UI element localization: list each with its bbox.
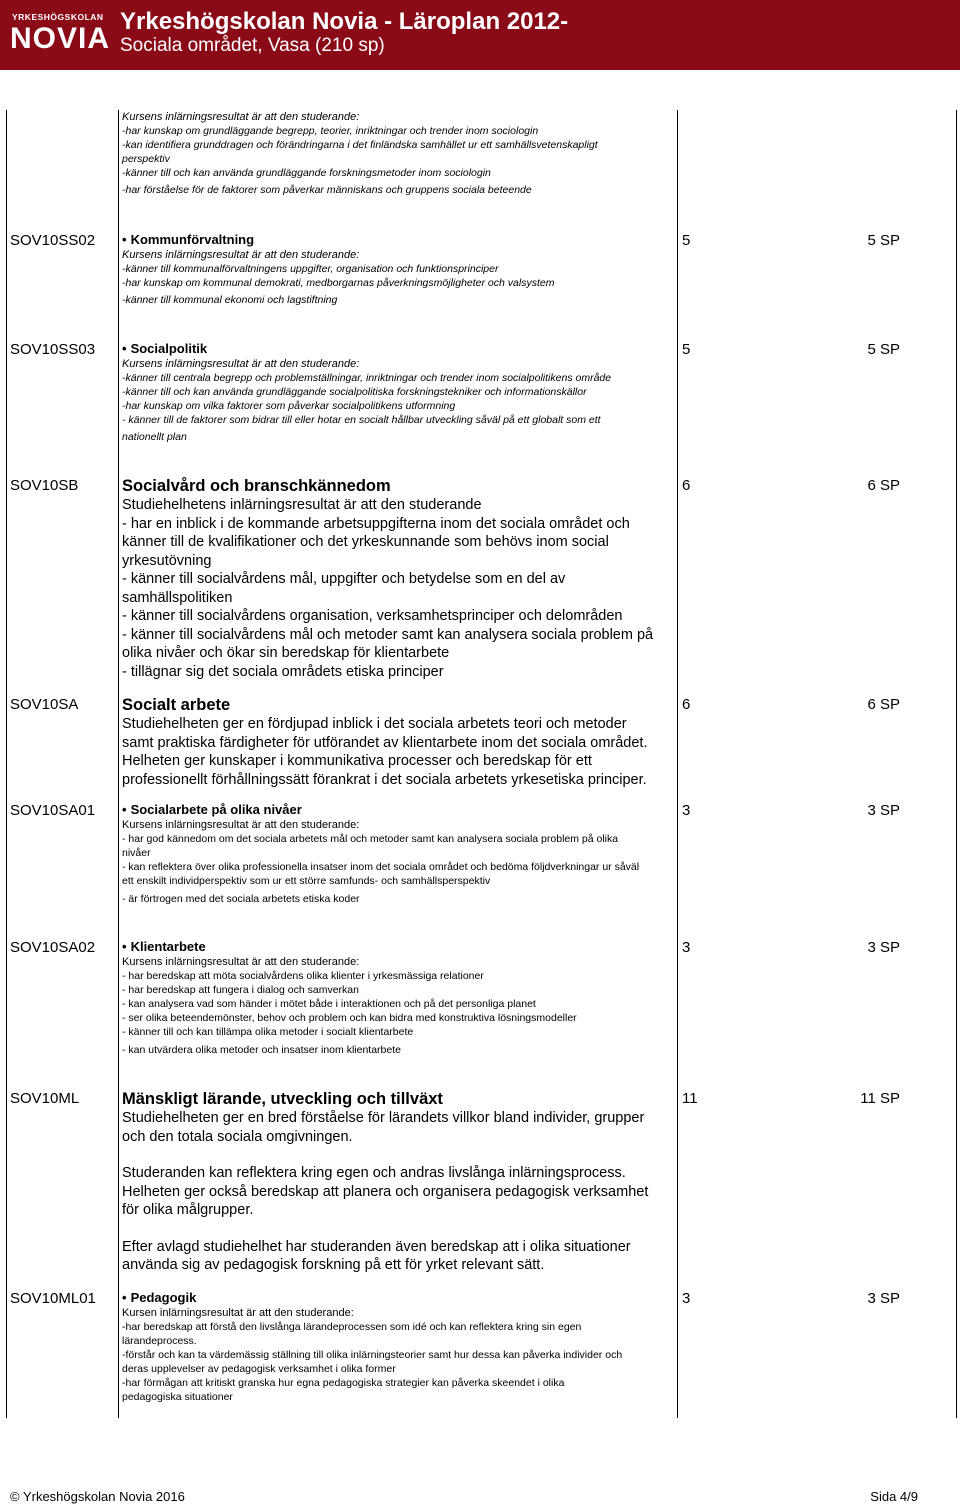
module-description: [122, 696, 677, 789]
module-line: - tillägnar sig det sociala områdets etiska principer: [122, 663, 444, 680]
course-title: [122, 341, 677, 357]
module-line: - känner till socialvårdens organisation, verksamhetsprinciper och delområden: [122, 608, 623, 624]
content-column-line: [677, 110, 678, 1418]
course-code: SOV10SA02: [10, 939, 96, 956]
bullet-icon: •: [122, 939, 127, 954]
course-intro: Kursens inlärningsresultat är att den studerande:: [122, 956, 360, 968]
outcome-item: -känner till och kan använda grundläggande socialpolitiska forskningstekniker och informationskällor: [122, 386, 587, 398]
module-line: yrkesutövning: [122, 552, 212, 569]
outcome-list: [122, 262, 677, 307]
outcome-item: -känner till kommunal ekonomi och lagstiftning: [122, 294, 338, 306]
module-text: [122, 496, 677, 681]
course-credits: 3: [682, 1290, 691, 1307]
course-title-text: Klientarbete: [130, 939, 206, 954]
module-line: använda sig av pedagogisk forskning på ett för yrket relevant sätt.: [122, 1257, 545, 1273]
course-description: [122, 939, 677, 1057]
course-title-text: Socialarbete på olika nivåer: [130, 802, 302, 817]
course-sp: 3 SP: [867, 939, 900, 956]
course-description: [122, 1290, 677, 1404]
module-line: Studiehelheten ger en bred förståelse för lärandets villkor bland individer, grupper: [122, 1110, 645, 1126]
course-intro: Kursens inlärningsresultat är att den studerande:: [122, 249, 360, 261]
course-title: [122, 939, 677, 955]
course-description: [122, 802, 677, 906]
module-line: och den totala sociala omgivningen.: [122, 1128, 353, 1145]
bullet-icon: •: [122, 232, 127, 247]
page-title: Yrkeshögskolan Novia - Läroplan 2012-: [120, 8, 569, 35]
outcome-item: -känner till kommunalförvaltningens uppgifter, organisation och funktionsprinciper: [122, 263, 499, 275]
outcome-item: -har beredskap att förstå den livslånga lärandeprocessen som idé och kan reflektera kring sin egen: [122, 1321, 582, 1333]
course-code: SOV10SS02: [10, 232, 96, 249]
course-credits: 5: [682, 341, 691, 358]
module-sp: 6 SP: [867, 477, 900, 494]
module-description: [122, 1090, 677, 1275]
outcome-item: deras upplevelser av pedagogisk verksamhet i olika former: [122, 1363, 396, 1375]
outcome-item: - kan analysera vad som händer i mötet både i interaktionen och på det personliga planet: [122, 998, 536, 1010]
module-line: Helheten ger kunskaper i kommunikativa processer och beredskap för ett: [122, 753, 592, 769]
course-code: SOV10ML01: [10, 1290, 96, 1307]
module-line: Studiehelhetens inlärningsresultat är att den studerande: [122, 497, 482, 513]
course-sp: 3 SP: [867, 802, 900, 819]
module-description: [122, 477, 677, 681]
outcome-item: lärandeprocess.: [122, 1335, 197, 1347]
novia-logo: [8, 8, 111, 62]
module-line: - känner till socialvårdens mål, uppgifter och betydelse som en del av: [122, 571, 566, 587]
outcome-item: ett enskilt individperspektiv som ur ett större samfunds- och samhällsperspektiv: [122, 875, 491, 887]
module-sp: 6 SP: [867, 696, 900, 713]
left-border-line: [6, 110, 7, 1418]
course-title: [122, 1290, 677, 1306]
module-line: samt praktiska färdigheter för utförandet av klientarbete inom det sociala området.: [122, 734, 648, 751]
outcome-list: [122, 969, 677, 1057]
course-credits: 5: [682, 232, 691, 249]
code-column-line: [118, 110, 119, 1418]
course-sp: 5 SP: [867, 341, 900, 358]
module-paragraph: [122, 1238, 677, 1275]
outcome-item: - har beredskap att fungera i dialog och samverkan: [122, 984, 359, 996]
module-line: Studeranden kan reflektera kring egen och andras livslånga inlärningsprocess.: [122, 1165, 626, 1181]
module-code: SOV10SB: [10, 477, 79, 494]
module-line: Studiehelheten ger en fördjupad inblick i det sociala arbetets teori och metoder: [122, 716, 627, 732]
course-intro: Kursens inlärningsresultat är att den studerande:: [122, 111, 360, 123]
module-title: Mänskligt lärande, utveckling och tillväxt: [122, 1090, 443, 1108]
outcome-item: - ser olika beteendemönster, behov och problem och kan bidra med konstruktiva lösningsmodeller: [122, 1012, 577, 1024]
course-description: [122, 110, 677, 197]
module-line: olika nivåer och ökar sin beredskap för klientarbete: [122, 645, 450, 661]
module-text: [122, 715, 677, 789]
course-code: SOV10SS03: [10, 341, 96, 358]
bullet-icon: •: [122, 341, 127, 356]
logo-top-text: YRKESHÖGSKOLAN: [12, 12, 104, 22]
outcome-list: [122, 832, 677, 906]
outcome-item: -kan identifiera grunddragen och förändringarna i det finländska samhället ur ett samhällsvetenskapligt: [122, 139, 598, 151]
module-line: - känner till socialvårdens mål och metoder samt kan analysera sociala problem på: [122, 626, 654, 643]
module-line: för olika målgrupper.: [122, 1202, 254, 1218]
logo-main-text: NOVIA: [10, 22, 111, 55]
course-title: [122, 232, 677, 248]
module-credits: 6: [682, 696, 691, 713]
outcome-item: - kan reflektera över olika professionella insatser inom det sociala området och bedöma följdverkningar ur såväl: [122, 861, 640, 873]
outcome-item: - har beredskap att möta socialvårdens olika klienter i yrkesmässiga relationer: [122, 970, 484, 982]
module-credits: 11: [682, 1090, 698, 1107]
course-title: [122, 802, 677, 818]
module-paragraph: [122, 1109, 677, 1146]
module-line: samhällspolitiken: [122, 589, 233, 606]
outcome-item: nationellt plan: [122, 431, 187, 443]
course-sp: 3 SP: [867, 1290, 900, 1307]
outcome-item: -förstår och kan ta värdemässig ställning till olika inlärningsteorier samt hur dessa kan påverka individer och: [122, 1349, 623, 1361]
outcome-item: -har förståelse för de faktorer som påverkar människans och gruppens sociala beteende: [122, 184, 532, 196]
page-header: [0, 0, 960, 70]
module-sp: 11 SP: [860, 1090, 900, 1107]
course-sp: 5 SP: [867, 232, 900, 249]
outcome-item: - har god kännedom om det sociala arbetets mål och metoder samt kan analysera sociala problem på olika: [122, 833, 619, 845]
outcome-item: - känner till och kan tillämpa olika metoder i socialt klientarbete: [122, 1026, 414, 1038]
module-line: känner till de kvalifikationer och det yrkeskunnande som behövs inom social: [122, 534, 609, 550]
course-title-text: Socialpolitik: [130, 341, 208, 356]
course-title-text: Pedagogik: [130, 1290, 197, 1305]
outcome-item: - känner till de faktorer som bidrar till eller hotar en socialt hållbar utveckling såväl på ett globalt som ett: [122, 414, 601, 426]
course-intro: Kursens inlärningsresultat är att den studerande:: [122, 819, 360, 831]
outcome-list: [122, 371, 677, 444]
module-line: Efter avlagd studiehelhet har studeranden även beredskap att i olika situationer: [122, 1238, 631, 1255]
outcome-item: -känner till och kan använda grundläggande forskningsmetoder inom sociologin: [122, 167, 491, 179]
module-credits: 6: [682, 477, 691, 494]
module-line: Helheten ger också beredskap att planera och organisera pedagogisk verksamhet: [122, 1183, 649, 1200]
outcome-item: pedagogiska situationer: [122, 1391, 233, 1403]
outcome-item: -har förmågan att kritiskt granska hur egna pedagogiska strategier kan påverka skeendet i olika: [122, 1377, 565, 1389]
bullet-icon: •: [122, 802, 127, 817]
page-subtitle: Sociala området, Vasa (210 sp): [120, 35, 385, 56]
right-border-line: [956, 110, 957, 1418]
course-credits: 3: [682, 802, 691, 819]
course-credits: 3: [682, 939, 691, 956]
footer-page-number: Sida 4/9: [870, 1489, 918, 1504]
outcome-item: -har kunskap om vilka faktorer som påverkar socialpolitikens utformning: [122, 400, 456, 412]
footer-copyright: © Yrkeshögskolan Novia 2016: [10, 1489, 185, 1504]
module-title: Socialvård och branschkännedom: [122, 477, 391, 495]
outcome-list: [122, 124, 677, 197]
course-code: SOV10SA01: [10, 802, 96, 819]
bullet-icon: •: [122, 1290, 127, 1305]
module-code: SOV10SA: [10, 696, 79, 713]
course-intro: Kursens inlärningsresultat är att den studerande:: [122, 358, 360, 370]
course-title-text: Kommunförvaltning: [130, 232, 255, 247]
outcome-item: -har kunskap om kommunal demokrati, medborgarnas påverkningsmöjligheter och valsystem: [122, 277, 555, 289]
module-line: - har en inblick i de kommande arbetsuppgifterna inom det sociala området och: [122, 515, 630, 532]
course-intro: Kursen inlärningsresultat är att den studerande:: [122, 1307, 354, 1319]
outcome-item: perspektiv: [122, 153, 170, 165]
outcome-item: nivåer: [122, 847, 151, 859]
outcome-list: [122, 1320, 677, 1404]
course-description: [122, 341, 677, 444]
module-paragraph: [122, 1164, 677, 1220]
outcome-item: -har kunskap om grundläggande begrepp, teorier, inriktningar och trender inom sociologin: [122, 125, 539, 137]
outcome-item: - är förtrogen med det sociala arbetets etiska koder: [122, 893, 360, 905]
outcome-item: - kan utvärdera olika metoder och insatser inom klientarbete: [122, 1044, 401, 1056]
module-line: professionellt förhållningssätt förankrat i det sociala arbetets yrkesetiska principer.: [122, 771, 647, 788]
module-code: SOV10ML: [10, 1090, 80, 1107]
module-title: Socialt arbete: [122, 696, 231, 714]
course-description: [122, 232, 677, 307]
outcome-item: -känner till centrala begrepp och problemställningar, inriktningar och trender inom socialpolitikens område: [122, 372, 612, 384]
